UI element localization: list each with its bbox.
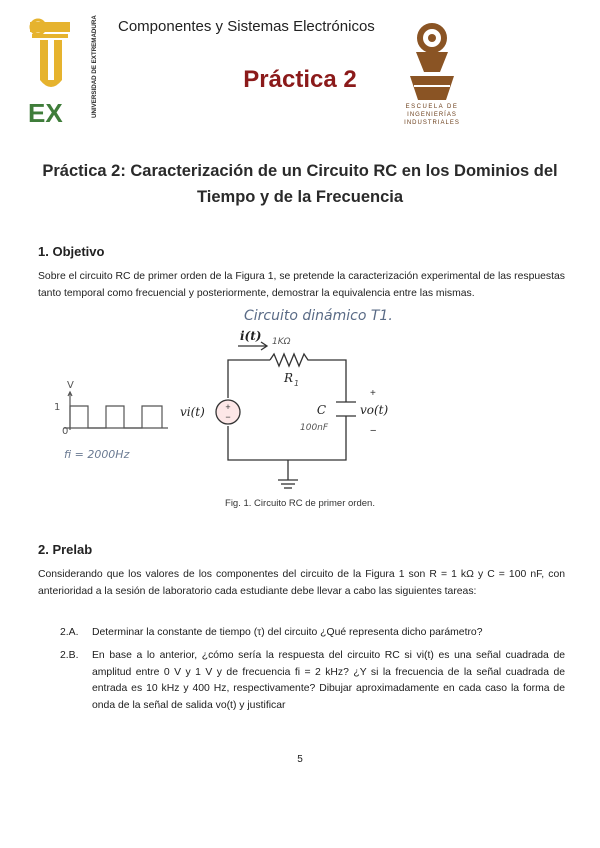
section-heading-prelab: 2. Prelab: [38, 542, 93, 557]
square-wave-sketch: [64, 392, 168, 430]
svg-text:vo(t): vo(t): [360, 403, 389, 417]
objetivo-paragraph: Sobre el circuito RC de primer orden de la Figura 1, se pretende la caracterización experimental de las respuestas tanto temporal como frecuencial y posteriormente, demostrar la equivalencia entre las mismas.: [38, 271, 565, 299]
figure-caption: Fig. 1. Circuito RC de primer orden.: [225, 498, 375, 509]
page-number: 5: [297, 754, 303, 765]
prelab-item: [60, 625, 565, 642]
svg-text:−: −: [370, 425, 377, 437]
svg-text:1KΩ: 1KΩ: [272, 337, 291, 347]
svg-text:INDUSTRIALES: INDUSTRIALES: [404, 120, 460, 126]
svg-text:V: V: [67, 380, 74, 391]
svg-text:+: +: [225, 402, 231, 412]
svg-text:0: 0: [62, 426, 69, 437]
school-logo: [394, 16, 470, 128]
svg-text:i(t): i(t): [240, 330, 262, 343]
item-number: 2.B.: [60, 650, 79, 661]
svg-text:C: C: [316, 403, 326, 417]
svg-text:INGENIERÍAS: INGENIERÍAS: [407, 112, 457, 118]
item-text: En base a lo anterior, ¿cómo sería la respuesta del circuito RC si vi(t) es una señal cuadrada de amplitud entre 0 V y 1 V y de frecuencia fi = 2 kHz? ¿Y si la frecuencia de la señal cuadrada de entrada es 10 kHz y 400 Hz, respectivamente? Dibujar aproximadamente en cada caso la forma de onda de la señal de salida vo(t) y justificar: [92, 650, 565, 711]
course-title: Componentes y Sistemas Electrónicos: [118, 18, 375, 35]
svg-text:ESCUELA DE: ESCUELA DE: [405, 104, 459, 110]
svg-text:fi = 2000Hz: fi = 2000Hz: [64, 448, 130, 461]
svg-text:100nF: 100nF: [300, 423, 329, 433]
item-text: Determinar la constante de tiempo (τ) del circuito ¿Qué representa dicho parámetro?: [92, 627, 483, 638]
svg-text:UNIVERSIDAD DE EXTREMADURA: UNIVERSIDAD DE EXTREMADURA: [91, 15, 98, 118]
svg-text:vi(t): vi(t): [180, 405, 205, 419]
svg-text:1: 1: [54, 402, 61, 413]
prelab-item: [60, 648, 565, 714]
item-number: 2.A.: [60, 627, 79, 638]
svg-text:1: 1: [294, 379, 300, 388]
svg-text:EX: EX: [28, 98, 63, 126]
circuit-wires: [228, 342, 356, 488]
document-title: Práctica 2: Caracterización de un Circuito RC en los Dominios del Tiempo y de la Frecuencia: [42, 162, 558, 206]
svg-text:R: R: [284, 371, 294, 385]
rc-circuit-figure: [40, 330, 460, 500]
prelab-paragraph: Considerando que los valores de los componentes del circuito de la Figura 1 son R = 1 kΩ y C = 100 nF, con anterioridad a la sesión de laboratorio cada estudiante debe llevar a cabo las siguientes tareas:: [38, 569, 565, 597]
svg-text:+: +: [370, 388, 376, 399]
svg-text:−: −: [225, 412, 231, 422]
handwritten-note: Circuito dinámico T1.: [244, 308, 393, 324]
section-heading-objetivo: 1. Objetivo: [38, 244, 105, 259]
practice-heading: Práctica 2: [243, 66, 357, 93]
